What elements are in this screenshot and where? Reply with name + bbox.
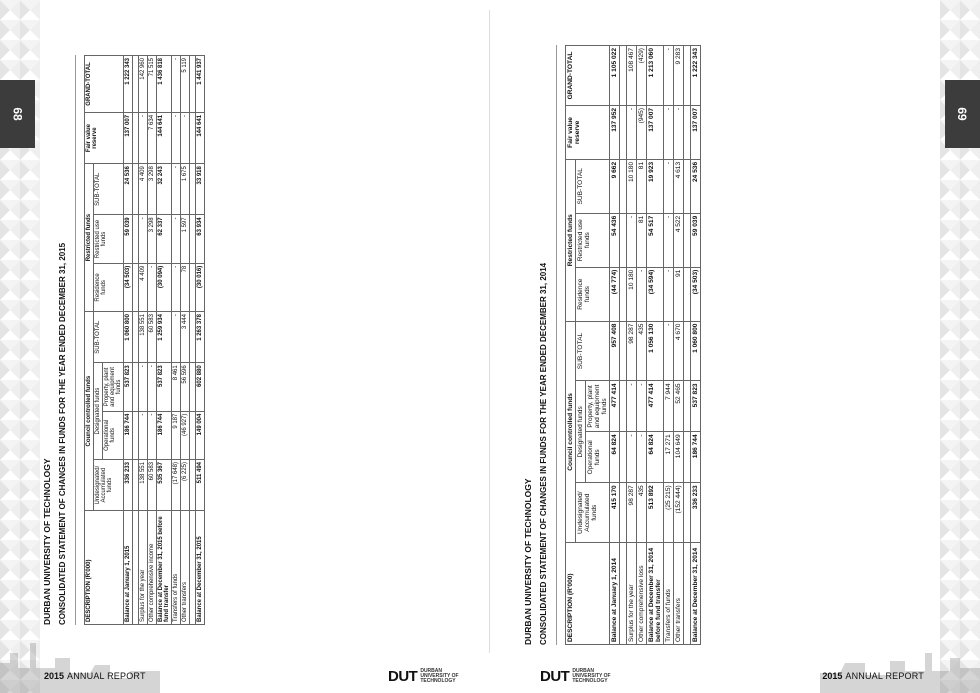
table-cell [684,213,691,267]
table-cell: 62 337 [157,215,172,263]
table-cell: 186 744 [124,411,133,459]
funds-table [565,45,701,645]
table-cell [684,46,691,106]
dut-logo-left [388,668,459,685]
column-header-operational: Operational funds [103,411,124,459]
table-cell: - [148,263,157,311]
table-cell [684,267,691,321]
table-cell: (429) [637,46,647,106]
table-cell: - [172,112,181,163]
table-cell: 63 934 [196,215,205,263]
title-rule [556,45,557,645]
column-header-restricted: Restricted funds [85,164,94,312]
table-cell: 59 039 [124,215,133,263]
table-row [196,56,205,625]
table-cell: 60 583 [148,312,157,363]
table-cell: 537 823 [157,363,172,411]
table-cell: 9 662 [610,159,620,213]
row-label: Other transfers [181,511,190,625]
table-cell [620,46,627,106]
table-row [148,56,157,625]
table-cell: - [139,112,148,163]
table-cell: - [664,105,674,159]
table-row [172,56,181,625]
table-cell: 8 461 [172,363,181,411]
footer-right [822,671,924,681]
table-cell: (30 094) [157,263,172,311]
column-header-description: DESCRIPTION (R'000) [85,511,124,625]
table-cell: 59 039 [691,213,701,267]
table-cell: 54 517 [647,213,664,267]
table-cell: 4 409 [139,164,148,215]
table-cell: 1 060 800 [691,321,701,381]
table-cell: 7 634 [148,112,157,163]
column-header-residence: Residence funds [94,263,124,311]
table-cell: 4 613 [674,159,684,213]
footer-label-left: ANNUAL REPORT [67,671,146,681]
logo-mark: DUT [540,668,570,685]
table-cell: 3 298 [148,164,157,215]
table-row [637,46,647,645]
table-cell: - [139,215,148,263]
logo-text: DURBAN UNIVERSITY OF TECHNOLOGY [572,668,611,684]
table-cell: 7 944 [664,381,674,432]
table-cell: 137 007 [124,112,133,163]
table-cell: 64 824 [610,432,620,483]
table-cell: 336 233 [691,483,701,543]
table-cell: 138 551 [139,312,148,363]
table-row [181,56,190,625]
table-cell: 17 271 [664,432,674,483]
table-cell: (17 648) [172,460,181,511]
table-cell: 1 441 937 [196,56,205,113]
table-row [610,46,620,645]
table-cell: 81 [637,159,647,213]
table-cell: (34 594) [647,267,664,321]
table-cell: - [664,213,674,267]
table-cell: 137 952 [610,105,620,159]
table-cell: - [664,46,674,106]
table-cell: 24 536 [691,159,701,213]
table-cell: 537 823 [691,381,701,432]
table-row [124,56,133,625]
table-cell: (34 503) [691,267,701,321]
table-cell: 435 [637,483,647,543]
table-cell: 1 222 343 [124,56,133,113]
table-cell: 108 467 [627,46,637,106]
row-label: Other comprehensive loss [637,543,647,645]
table-cell: 33 918 [196,164,205,215]
table-cell: 10 180 [627,267,637,321]
row-label: Balance at December 31, 2014 before fund transfer [647,543,664,645]
table-row-spacer [684,46,691,645]
table-cell: 98 287 [627,321,637,381]
table-cell: 1 675 [181,164,190,215]
table-cell: - [627,432,637,483]
table-cell: 144 641 [157,112,172,163]
statement-2015 [42,55,352,625]
table-cell: 98 287 [627,483,637,543]
table-cell: 91 [674,267,684,321]
table-cell: - [627,105,637,159]
column-header-description: DESCRIPTION (R'000) [566,543,610,645]
table-cell [620,267,627,321]
table-cell: 9 283 [674,46,684,106]
table-cell [620,321,627,381]
table-cell: 52 465 [674,381,684,432]
table-cell: (152 444) [674,483,684,543]
table-cell: (30 016) [196,263,205,311]
table-cell: (34 503) [124,263,133,311]
column-header-subtotal-council: SUB-TOTAL [576,321,610,381]
column-header-designated: Designated funds [576,381,586,483]
row-label: Balance at December 31, 2015 [196,511,205,625]
table-cell: 1 213 060 [647,46,664,106]
footer-year-left: 2015 [44,671,65,681]
dut-logo-right [540,668,611,685]
column-header-restricted: Restricted funds [566,159,576,321]
table-cell [684,432,691,483]
logo-text: DURBAN UNIVERSITY OF TECHNOLOGY [420,668,459,684]
table-cell [684,321,691,381]
statement-title: CONSOLIDATED STATEMENT OF CHANGES IN FUNDS FOR THE YEAR ENDED DECEMBER 31, 2014 [539,262,548,645]
table-row [691,46,701,645]
table-cell: 186 744 [157,411,172,459]
table-cell: 1 056 130 [647,321,664,381]
table-cell: (6 225) [181,460,190,511]
table-cell: 78 [181,263,190,311]
table-cell: - [637,267,647,321]
table-cell: - [139,411,148,459]
row-label: Surplus for the year [139,511,148,625]
table-cell: 435 [637,321,647,381]
column-header-subtotal-council: SUB-TOTAL [94,312,124,363]
footer-label-right: ANNUAL REPORT [845,671,924,681]
column-header-grand-total: GRAND-TOTAL [85,56,124,113]
organisation-name: DURBAN UNIVERSITY OF TECHNOLOGY [42,458,52,625]
column-header-council: Council controlled funds [566,321,576,543]
table-cell: 186 744 [691,432,701,483]
row-label: Other transfers [674,543,684,645]
table-cell: - [172,263,181,311]
table-cell: - [627,213,637,267]
table-cell: 60 583 [148,460,157,511]
table-cell [684,105,691,159]
row-label: Balance at December 31, 2015 before fund transfer [157,511,172,625]
table-cell: 4 670 [674,321,684,381]
table-cell: (46 927) [181,411,190,459]
table-cell [620,432,627,483]
table-cell: - [172,312,181,363]
column-header-subtotal-restricted: SUB-TOTAL [576,159,610,213]
table-cell: 477 414 [610,381,620,432]
column-header-restricted-use: Restricted use funds [576,213,610,267]
table-cell: 5 119 [181,56,190,113]
table-cell: 81 [637,213,647,267]
table-cell: 149 004 [196,411,205,459]
table-cell: 1 222 343 [691,46,701,106]
table-cell: 54 436 [610,213,620,267]
table-row [627,46,637,645]
table-cell: 10 180 [627,159,637,213]
table-cell: - [664,267,674,321]
table-cell [684,483,691,543]
table-cell: 4 522 [674,213,684,267]
table-cell: - [172,164,181,215]
table-cell: 1 436 818 [157,56,172,113]
table-cell: - [637,432,647,483]
skyline-image-left [0,623,160,693]
table-cell: - [148,411,157,459]
table-cell: - [172,56,181,113]
table-cell: 1 263 378 [196,312,205,363]
table-cell: 104 649 [674,432,684,483]
table-cell: 415 170 [610,483,620,543]
table-cell: 3 298 [148,215,157,263]
footer-left [44,671,146,681]
table-cell: 1 105 022 [610,46,620,106]
row-label: Transfers of funds [664,543,674,645]
table-cell: 24 536 [124,164,133,215]
table-cell: 535 367 [157,460,172,511]
column-header-grand-total: GRAND-TOTAL [566,46,610,106]
table-cell: 4 409 [139,263,148,311]
table-cell: 137 007 [691,105,701,159]
column-header-fair-value: Fair value reserve [85,112,124,163]
table-cell: 138 551 [139,460,148,511]
table-cell: 477 414 [647,381,664,432]
organisation-name: DURBAN UNIVERSITY OF TECHNOLOGY [523,478,533,645]
table-cell: 957 408 [610,321,620,381]
table-cell: 56 596 [181,363,190,411]
row-label: Balance at January 1, 2015 [124,511,133,625]
page-number-right: 69 [955,107,970,121]
table-cell: 513 892 [647,483,664,543]
table-cell: - [181,112,190,163]
table-row-spacer [620,46,627,645]
table-cell: - [148,363,157,411]
footer-year-right: 2015 [822,671,843,681]
table-cell [620,483,627,543]
column-header-operational: Operational funds [586,432,610,483]
column-header-council: Council controlled funds [85,312,94,511]
page-number-tab-left [0,80,35,148]
table-cell [620,381,627,432]
table-cell: 19 923 [647,159,664,213]
table-row [157,56,172,625]
statement-title: CONSOLIDATED STATEMENT OF CHANGES IN FUNDS FOR THE YEAR ENDED DECEMBER 31, 2015 [58,242,67,625]
table-cell [620,105,627,159]
table-cell: 1 060 800 [124,312,133,363]
table-cell [620,213,627,267]
table-cell: 32 243 [157,164,172,215]
column-header-restricted-use: Restricted use funds [94,215,124,263]
column-header-ppe: Property, plant and equipment funds [586,381,610,432]
page-number-left: 68 [10,107,25,121]
table-cell: (44 774) [610,267,620,321]
table-cell: 602 880 [196,363,205,411]
table-cell: - [627,381,637,432]
table-cell: - [139,363,148,411]
column-header-residence: Residence funds [576,267,610,321]
row-label: Balance at January 1, 2014 [610,543,620,645]
table-cell: 71 515 [148,56,157,113]
table-row [664,46,674,645]
table-cell [684,381,691,432]
logo-mark: DUT [388,668,418,685]
row-label: Balance at December 31, 2014 [691,543,701,645]
table-row [674,46,684,645]
title-rule [75,55,76,625]
table-cell: 1 597 [181,215,190,263]
table-cell: 3 444 [181,312,190,363]
table-row [647,46,664,645]
row-label [620,543,627,645]
table-cell: 1 259 934 [157,312,172,363]
table-cell [684,159,691,213]
funds-table [84,55,205,625]
column-header-designated: Designated funds [94,363,103,460]
statement-2014 [523,45,963,645]
table-cell: (25 215) [664,483,674,543]
table-cell: - [674,105,684,159]
row-label: Transfers of funds [172,511,181,625]
column-header-undesignated: Undesignated/ Accumulated funds [576,483,610,543]
table-cell: - [664,321,674,381]
column-header-undesignated: Undesignated/ Accumulated funds [94,460,124,511]
table-cell: 537 823 [124,363,133,411]
row-label: Surplus for the year [627,543,637,645]
table-cell: - [664,159,674,213]
column-header-ppe: Property, plant and equipment funds [103,363,124,411]
row-label [684,543,691,645]
column-header-fair-value: Fair value reserve [566,105,610,159]
column-header-subtotal-restricted: SUB-TOTAL [94,164,124,215]
page-divider [489,10,490,653]
table-cell: 137 007 [647,105,664,159]
table-cell: 511 494 [196,460,205,511]
table-cell: 64 824 [647,432,664,483]
table-cell: - [637,381,647,432]
table-cell: (945) [637,105,647,159]
table-cell: - [172,215,181,263]
table-cell [620,159,627,213]
table-row [139,56,148,625]
table-cell: 144 641 [196,112,205,163]
table-cell: 9 187 [172,411,181,459]
table-cell: 336 233 [124,460,133,511]
table-cell: 142 960 [139,56,148,113]
row-label: Other comprehensive income [148,511,157,625]
